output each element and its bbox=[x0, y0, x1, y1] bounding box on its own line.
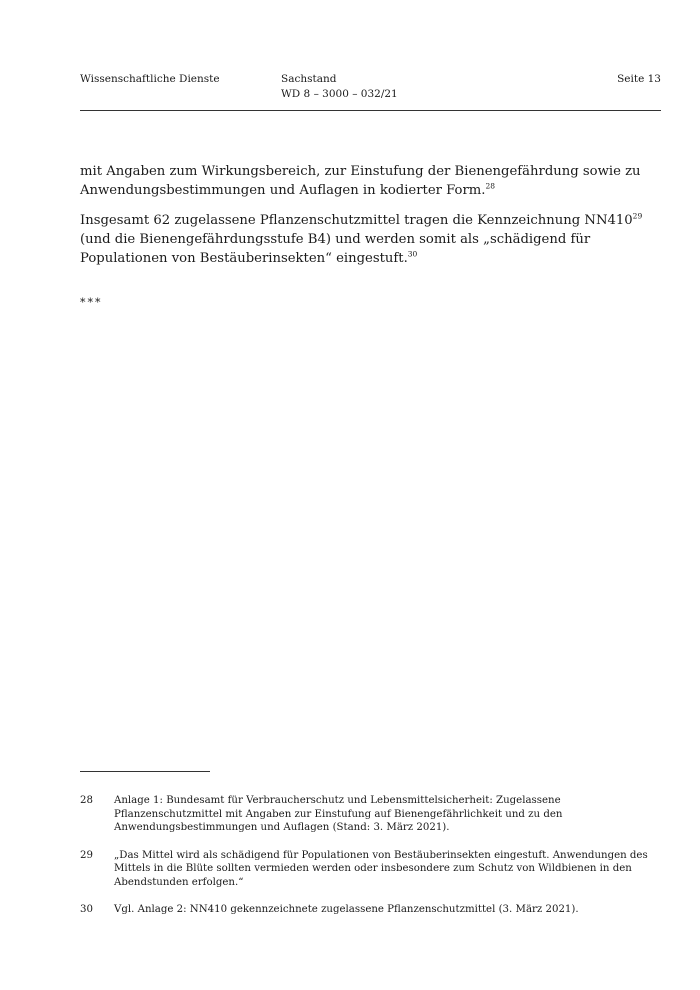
footnote-divider bbox=[80, 771, 210, 772]
paragraph-2-text-a: Insgesamt 62 zugelassene Pflanzenschutzmittel tragen die Kennzeichnung NN410 bbox=[80, 213, 633, 228]
header-doc-type: Sachstand bbox=[281, 73, 337, 85]
footnote-ref-28[interactable]: 28 bbox=[485, 181, 496, 191]
body-paragraph-2 bbox=[80, 211, 661, 268]
header-organization: Wissenschaftliche Dienste bbox=[80, 73, 220, 85]
header-doc-number: WD 8 – 3000 – 032/21 bbox=[281, 88, 398, 100]
footnote-number: 28 bbox=[80, 795, 93, 806]
header-document-info bbox=[281, 72, 398, 102]
footnote-text: Vgl. Anlage 2: NN410 gekennzeichnete zugelassene Pflanzenschutzmittel (3. März 2021). bbox=[114, 904, 579, 915]
paragraph-2-text-b: (und die Bienengefährdungsstufe B4) und werden somit als „schädigend für Populationen von Bestäuberinsekten“ eingestuft. bbox=[80, 232, 591, 266]
header-divider bbox=[80, 110, 661, 111]
section-separator: *** bbox=[80, 296, 103, 309]
page-header bbox=[80, 72, 661, 110]
body-paragraph-1 bbox=[80, 162, 661, 200]
footnote-text: „Das Mittel wird als schädigend für Populationen von Bestäuberinsekten eingestuft. Anwendungen des Mittels in die Blüte sollten vermieden werden oder insbesondere zum Schutz von Wildbienen in den Abendstunden erfolgen.“ bbox=[114, 849, 648, 888]
document-body bbox=[80, 162, 661, 279]
paragraph-1-text: mit Angaben zum Wirkungsbereich, zur Einstufung der Bienengefährdung sowie zu Anwendungsbestimmungen und Auflagen in kodierter Form. bbox=[80, 164, 641, 198]
footnote-ref-29[interactable]: 29 bbox=[632, 211, 643, 221]
footnote-number: 29 bbox=[80, 849, 93, 861]
footnote-text: Anlage 1: Bundesamt für Verbraucherschutz und Lebensmittelsicherheit: Zugelassene Pflanzenschutzmittel mit Angaben zur Einstufung auf Bienengefährlichkeit und zu den Anwendungsbestimmungen und Auflagen (Stand: 3. März 2021). bbox=[114, 795, 563, 833]
footnotes-section bbox=[80, 794, 661, 931]
footnote-number: 30 bbox=[80, 904, 93, 915]
footnote-ref-30[interactable]: 30 bbox=[407, 249, 418, 259]
footnote-item bbox=[80, 794, 661, 835]
footnote-item bbox=[80, 903, 661, 917]
header-page-number: Seite 13 bbox=[617, 73, 661, 85]
footnote-item bbox=[80, 849, 661, 890]
